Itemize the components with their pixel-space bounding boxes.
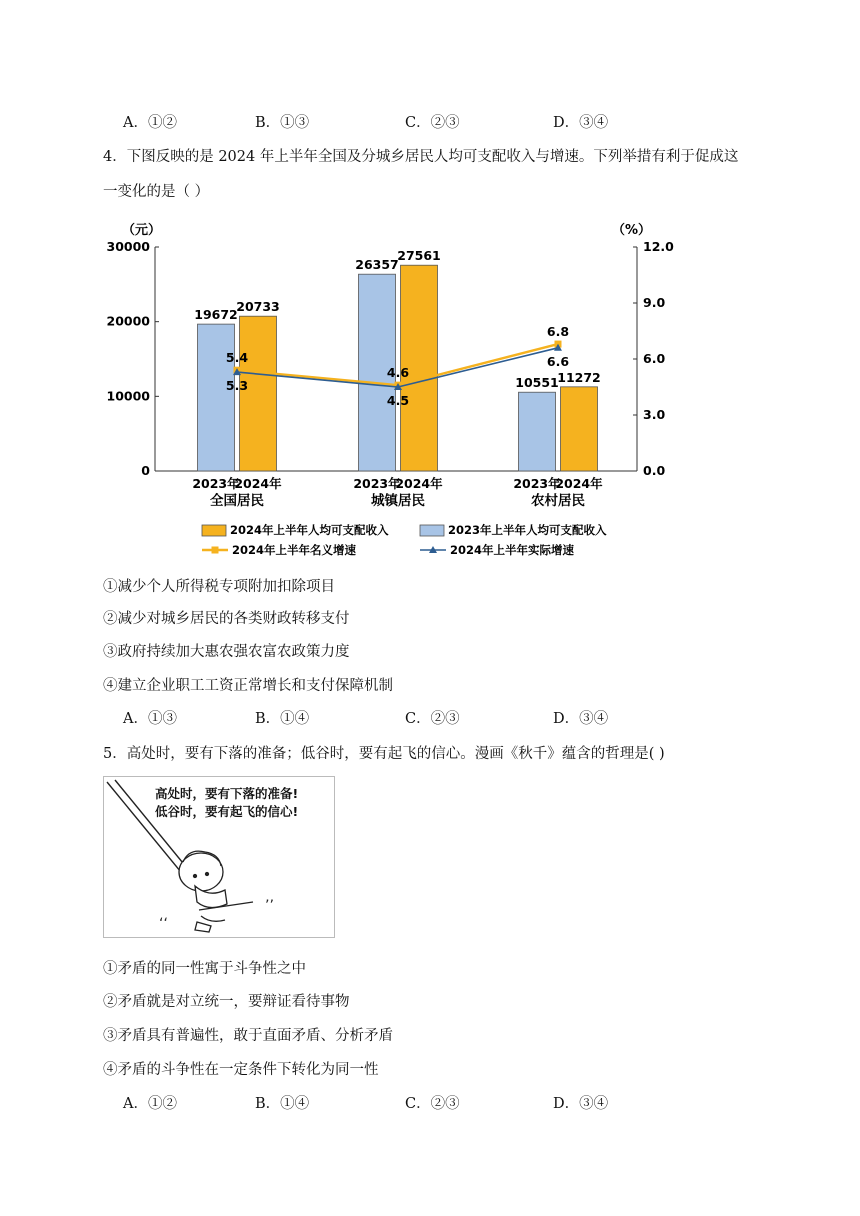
swing-comic [103,776,335,938]
q4-item-3: ③政府持续加大惠农强农富农政策力度 [103,644,350,660]
chart-legend [202,523,607,557]
bar-value-label: 10551 [515,375,559,391]
left-tick-label: 10000 [106,388,150,404]
right-tick-label: 3.0 [643,407,666,422]
q5-option-b[interactable]: B．①④ [255,1096,310,1112]
q4-option-c[interactable]: C．②③ [405,711,460,727]
legend-label: 2024年上半年名义增速 [232,543,357,557]
left-tick-label: 30000 [106,239,150,254]
nominal-growth-label: 6.8 [546,324,570,340]
q5-item-1: ①矛盾的同一性寓于斗争性之中 [103,961,306,977]
q3-option-d[interactable]: D．③④ [553,115,609,131]
q5-option-c[interactable]: C．②③ [405,1096,460,1112]
group-label: 城镇居民 [371,493,425,509]
q5-item-2: ②矛盾就是对立统一，要辩证看待事物 [103,994,350,1010]
motion-mark-right: ’’ [265,898,274,914]
q3-option-c[interactable]: C．②③ [405,115,460,131]
bar-2024 [240,316,277,471]
bar-year-label: 2024年 [555,476,603,491]
legend-label: 2024年上半年人均可支配收入 [230,523,389,537]
bar-year-label: 2023年 [353,476,401,491]
q3-option-b[interactable]: B．①③ [255,115,310,131]
left-tick-label: 20000 [106,313,150,329]
q4-option-d[interactable]: D．③④ [553,711,609,727]
bar-year-label: 2023年 [192,476,240,491]
real-growth-label: 4.5 [386,393,410,408]
right-tick-label: 0.0 [643,463,666,478]
bar-2023 [198,324,235,471]
bar-value-label: 11272 [557,369,601,385]
bar-value-label: 27561 [397,248,441,264]
real-growth-label: 5.3 [225,378,249,394]
group-label: 农村居民 [531,493,585,509]
left-unit-label: （元） [122,223,162,238]
bar-year-label: 2023年 [513,476,561,491]
bar-value-label: 19672 [194,307,238,323]
q5-item-3: ③矛盾具有普遍性，敢于直面矛盾、分析矛盾 [103,1028,393,1044]
income-chart [100,212,680,570]
comic-text-line1: 高处时，要有下落的准备! [155,786,299,801]
q4-item-4: ④建立企业职工工资正常增长和支付保障机制 [103,678,393,694]
legend-nominal-marker [212,547,219,554]
legend-swatch-2024-bar [202,525,226,536]
nominal-growth-label: 4.6 [386,365,410,381]
group-label: 全国居民 [210,493,264,509]
bar-year-label: 2024年 [395,476,443,491]
q4-item-1: ①减少个人所得税专项附加扣除项目 [103,579,335,595]
nominal-growth-label: 5.4 [225,350,249,366]
legend-swatch-2023-bar [420,525,444,536]
right-tick-label: 12.0 [643,239,674,254]
q4-option-a[interactable]: A．①③ [123,711,177,727]
legend-label: 2024年上半年实际增速 [450,543,575,557]
right-tick-label: 9.0 [643,295,666,310]
q4-option-b[interactable]: B．①④ [255,711,310,727]
bar-year-label: 2024年 [234,476,282,491]
right-unit-label: （%） [612,223,652,238]
q4-stem-line2: 一变化的是（ ） [103,184,210,200]
chart-lines [226,324,569,408]
real-growth-label: 6.6 [546,353,570,369]
right-tick-label: 6.0 [643,351,666,366]
q4-item-2: ②减少对城乡居民的各类财政转移支付 [103,611,350,627]
legend-label: 2023年上半年人均可支配收入 [448,523,607,537]
left-tick-label: 0 [141,463,150,478]
motion-mark-left: ‘‘ [159,916,168,932]
bar-2023 [519,392,556,471]
q5-stem: 5．高处时，要有下落的准备；低谷时，要有起飞的信心。漫画《秋千》蕴含的哲理是( ) [103,746,665,762]
q5-item-4: ④矛盾的斗争性在一定条件下转化为同一性 [103,1062,379,1078]
bar-value-label: 20733 [236,299,280,315]
bar-value-label: 26357 [355,257,399,273]
q5-option-d[interactable]: D．③④ [553,1096,609,1112]
q3-option-a[interactable]: A．①② [123,115,177,131]
comic-text-line2: 低谷时，要有起飞的信心! [155,804,299,819]
bar-2024 [561,387,598,471]
q5-option-a[interactable]: A．①② [123,1096,177,1112]
q4-stem-line1: 4．下图反映的是 2024 年上半年全国及分城乡居民人均可支配收入与增速。下列举措有利于促成这 [103,149,739,165]
